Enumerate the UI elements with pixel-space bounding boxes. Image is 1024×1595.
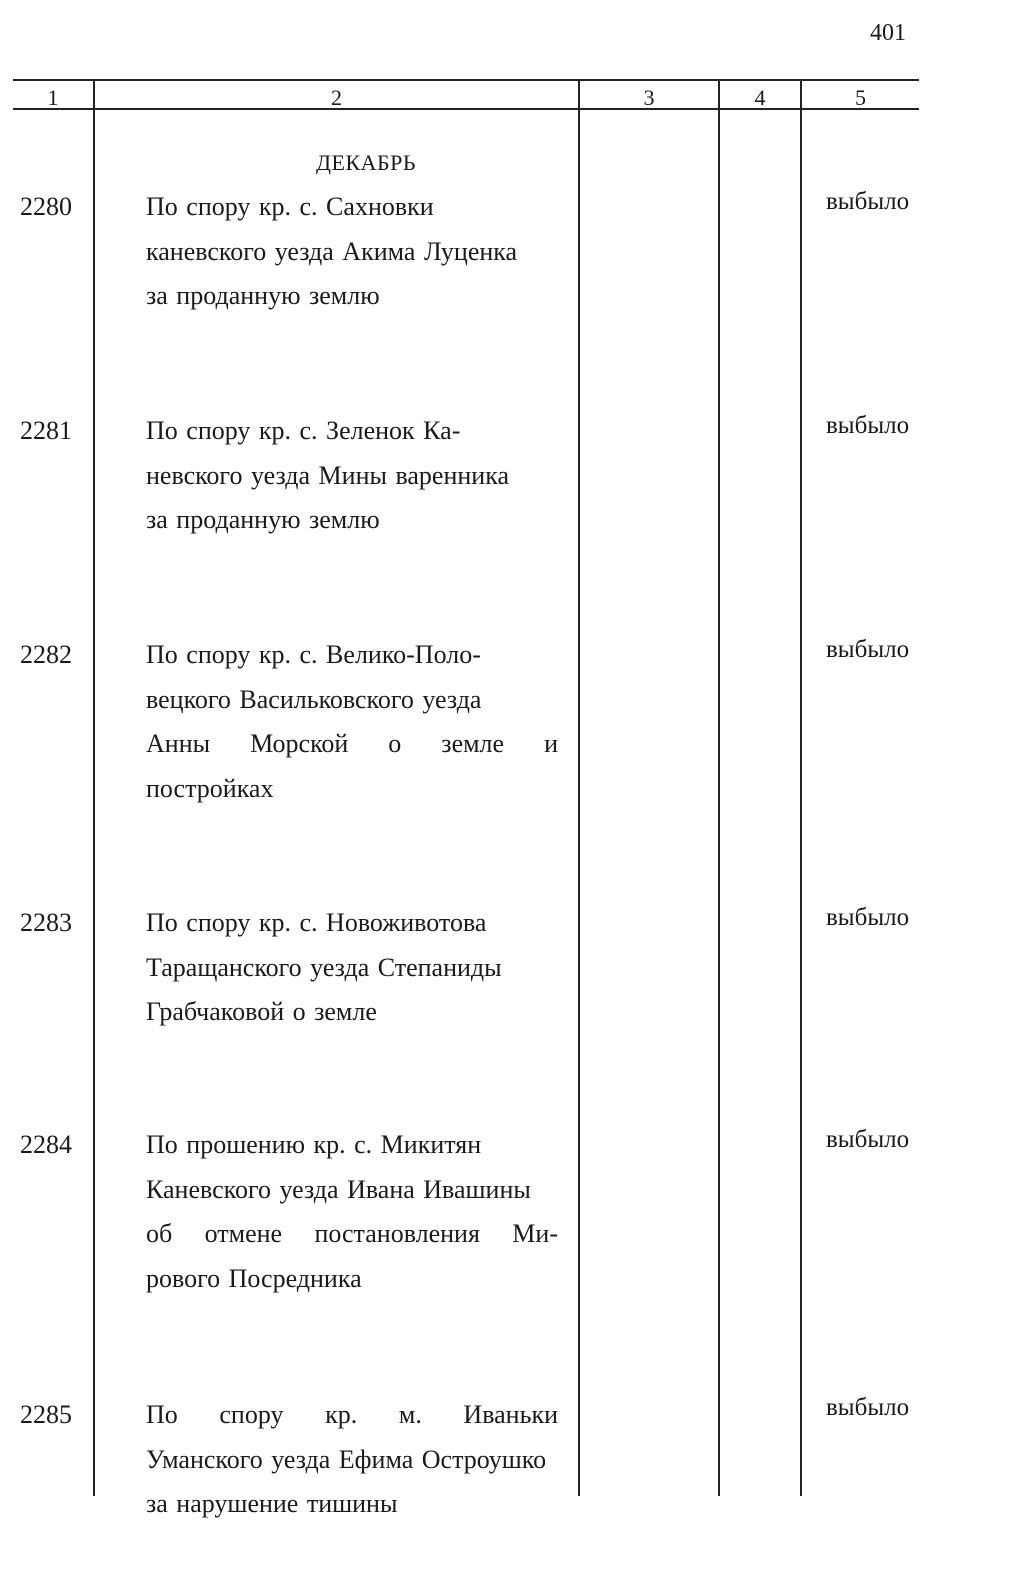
- entry-number: 2285: [20, 1400, 72, 1429]
- month-heading: ДЕКАБРЬ: [316, 150, 417, 175]
- table-top-rule: [13, 79, 919, 81]
- entry-number: 2280: [20, 192, 72, 221]
- column-header-3: 3: [643, 85, 655, 110]
- entry-status: выбыло: [826, 1126, 910, 1153]
- entry-line: Каневского уезда Ивана Ивашины: [146, 1174, 531, 1204]
- entry-description: [146, 1393, 558, 1527]
- column-header-1: 1: [47, 85, 59, 110]
- entry-line: По спору кр. с. Сахновки: [146, 192, 434, 221]
- entry-line: невского уезда Мины варенника: [146, 460, 509, 490]
- entry-line: Анны Морской о земле и: [146, 729, 558, 759]
- column-divider-4: [800, 80, 802, 1496]
- entry-status: выбыло: [826, 1394, 910, 1421]
- entry-description: [146, 409, 558, 543]
- entry-line: По спору кр. с. Велико-Поло-: [146, 640, 481, 669]
- column-divider-3: [718, 80, 720, 1496]
- entry-line: По спору кр. с. Новоживотова: [146, 908, 487, 937]
- entry-line: По прошению кр. с. Микитян: [146, 1130, 482, 1159]
- entry-description: [146, 633, 558, 811]
- entry-line: каневского уезда Акима Луценка: [146, 236, 518, 266]
- entry-status: выбыло: [826, 904, 910, 931]
- entry-line: за проданную землю: [146, 505, 380, 535]
- entry-number: 2284: [20, 1130, 72, 1159]
- entry-status: выбыло: [826, 636, 910, 663]
- column-header-5: 5: [855, 85, 866, 110]
- column-header-2: 2: [331, 85, 342, 110]
- entry-line: По спору кр. с. Зеленок Ка-: [146, 416, 461, 445]
- entry-status: выбыло: [826, 188, 910, 215]
- entry-line: рового Посредника: [146, 1263, 362, 1293]
- page-number: 401: [870, 20, 906, 46]
- entry-line: об отмене постановления Ми-: [146, 1219, 558, 1249]
- entry-line: Уманского уезда Ефима Остроушко: [146, 1444, 547, 1474]
- entry-number: 2281: [20, 416, 72, 445]
- entry-number: 2282: [20, 640, 72, 669]
- entry-description: [146, 1123, 558, 1301]
- entry-line: По спору кр. м. Иваньки: [146, 1400, 558, 1429]
- column-divider-2: [578, 80, 580, 1496]
- entry-line: Таращанского уезда Степаниды: [146, 952, 502, 982]
- column-divider-1: [93, 80, 95, 1496]
- entry-line: за проданную землю: [146, 281, 380, 311]
- entry-status: выбыло: [826, 412, 910, 439]
- entry-number: 2283: [20, 908, 72, 937]
- entry-description: [146, 901, 558, 1035]
- column-header-4: 4: [754, 85, 766, 110]
- entry-line: Грабчаковой о земле: [146, 997, 377, 1027]
- entry-line: за нарушение тишины: [146, 1489, 398, 1519]
- entry-description: [146, 185, 558, 319]
- entry-line: вецкого Васильковского уезда: [146, 684, 482, 714]
- entry-line: постройках: [146, 773, 274, 803]
